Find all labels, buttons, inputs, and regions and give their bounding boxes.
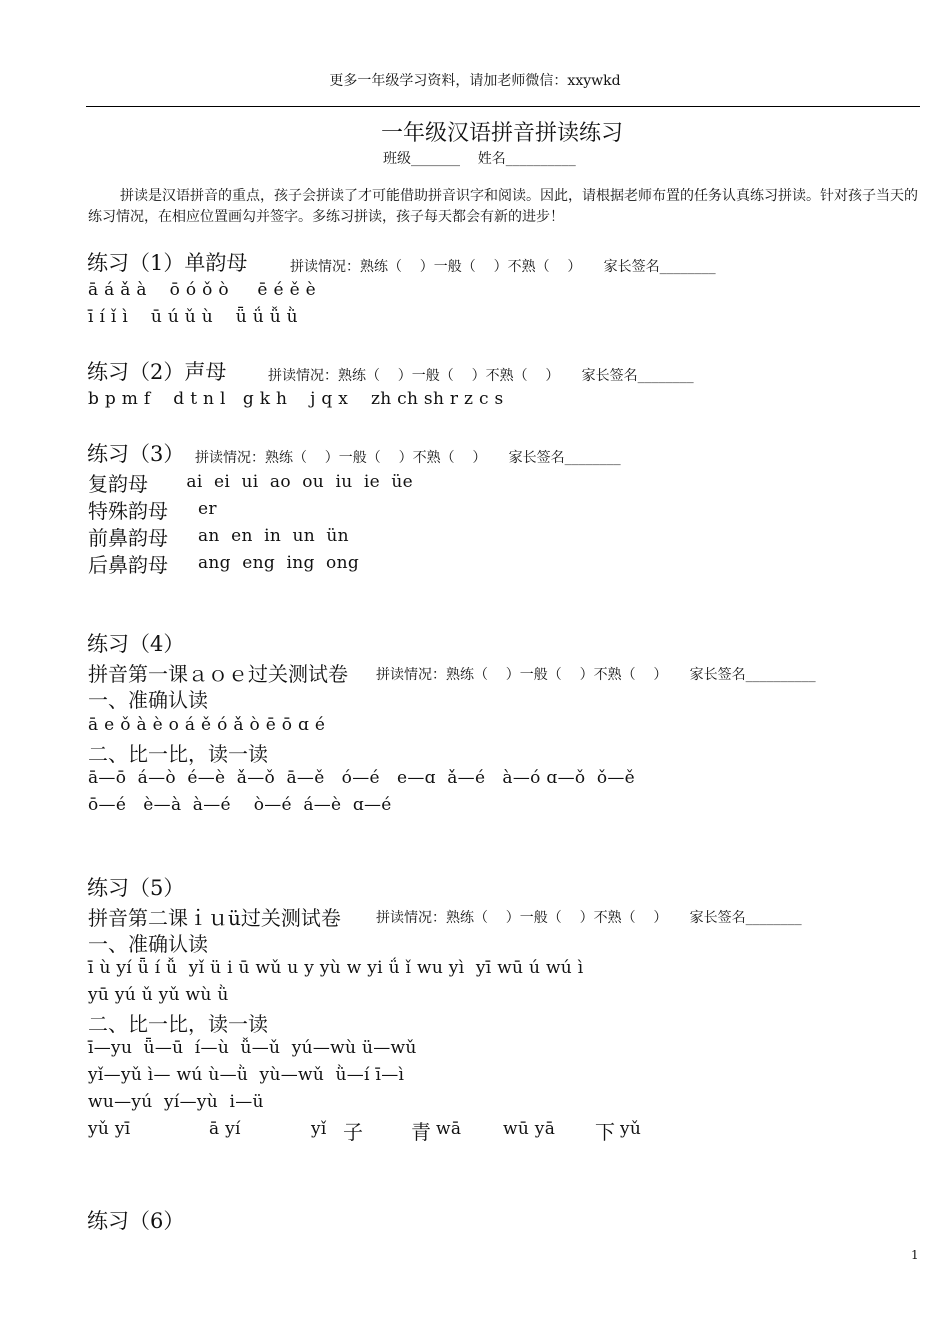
ex6-title: 练习（6） xyxy=(87,1209,185,1233)
ex4-sec1-row: ā e ǒ à è o á ě ó ǎ ò ē ō ɑ é xyxy=(88,715,326,735)
header-note: 更多一年级学习资料，请加老师微信：xxywkd xyxy=(329,73,621,89)
ex4-section-2: 二、比一比，读一读 xyxy=(88,742,268,766)
ex4-title: 练习（4） xyxy=(87,632,185,656)
ex2-row: b p m f d t n l g k h j q x zh ch sh r z c s xyxy=(88,389,504,409)
word-hanzi: 下 xyxy=(595,1120,615,1144)
ex3-row-label: 复韵母 xyxy=(88,472,148,496)
ex5-sec1-row: yū yú ǔ yǔ wù ǜ xyxy=(88,985,229,1005)
ex3-title: 练习（3） xyxy=(87,442,185,466)
page-number: 1 xyxy=(911,1248,919,1262)
ex5-sec2-row: wu—yú yí—yù i—ü xyxy=(88,1092,264,1112)
ex3-row-label: 后鼻韵母 xyxy=(88,553,168,577)
ex2-title: 练习（2）声母 xyxy=(87,360,227,384)
header-rule xyxy=(86,106,920,107)
ex3-row-label: 前鼻韵母 xyxy=(88,526,168,550)
word-pinyin: ā yí xyxy=(209,1119,241,1139)
page-title: 一年级汉语拼音拼读练习 xyxy=(380,121,623,146)
ex5-test-title: 拼音第二课ｉｕü过关测试卷 xyxy=(88,906,341,930)
ex3-row-items: er xyxy=(198,499,217,519)
ex3-row-items: ai ei ui ao ou iu ie üe xyxy=(175,472,413,492)
ex1-row-2: ī í ǐ ì ū ú ǔ ù ǖ ǘ ǚ ǜ xyxy=(88,307,298,327)
ex5-section-2: 二、比一比，读一读 xyxy=(88,1012,268,1036)
ex5-sec2-row: ī—yu ǖ—ū í—ù ǚ—ǔ yú—wù ü—wǔ xyxy=(88,1038,417,1058)
ex4-sec2-row: ō—é è—à à—é ò—é á—è ɑ—é xyxy=(88,795,392,815)
ex3-row-label: 特殊韵母 xyxy=(88,499,168,523)
ex1-status: 拼读情况：熟练（ ）一般（ ）不熟（ ） 家长签名________ xyxy=(290,259,716,275)
word-pinyin: wū yā xyxy=(503,1119,556,1139)
word-hanzi: 子 xyxy=(343,1120,363,1144)
ex4-sec2-row: ā—ō á—ò é—è ǎ—ǒ ā—ě ó—é e—ɑ ǎ—é à—ó ɑ—ǒ ǒ—ě xyxy=(88,768,636,788)
ex3-status: 拼读情况：熟练（ ）一般（ ）不熟（ ） 家长签名________ xyxy=(195,450,621,466)
ex3-row-items: an en in un ün xyxy=(198,526,349,546)
word-pinyin: yǐ xyxy=(311,1119,327,1139)
ex5-status: 拼读情况：熟练（ ）一般（ ）不熟（ ） 家长签名________ xyxy=(376,910,802,926)
ex4-test-title: 拼音第一课ａｏｅ过关测试卷 xyxy=(88,662,348,686)
ex5-title: 练习（5） xyxy=(87,876,185,900)
word-pinyin: wā xyxy=(436,1119,462,1139)
ex5-sec2-row: yǐ—yǔ ì— wú ù—ǜ yù—wǔ ǜ—í ī—ì xyxy=(88,1065,405,1085)
word-hanzi: 青 xyxy=(411,1120,431,1144)
intro-paragraph: 拼读是汉语拼音的重点，孩子会拼读了才可能借助拼音识字和阅读。因此，请根据老师布置的任务认真练习拼读。针对孩子当天的练习情况，在相应位置画勾并签字。多练习拼读，孩子每天都会有新的进步！ xyxy=(88,188,918,225)
ex5-section-1: 一、准确认读 xyxy=(88,932,208,956)
ex5-sec1-row: ī ù yí ǖ í ǚ yǐ ü i ū wǔ u y yù w yi ǘ ǐ wu yì yī wū ú wú ì xyxy=(88,958,584,978)
word-pinyin: yǔ xyxy=(620,1119,642,1139)
ex2-status: 拼读情况：熟练（ ）一般（ ）不熟（ ） 家长签名________ xyxy=(268,368,694,384)
ex4-status: 拼读情况：熟练（ ）一般（ ）不熟（ ） 家长签名__________ xyxy=(376,667,816,683)
word-pinyin: yǔ yī xyxy=(88,1119,131,1139)
ex1-title: 练习（1）单韵母 xyxy=(87,251,248,275)
class-name-line: 班级_______ 姓名__________ xyxy=(383,151,576,167)
ex3-row-items: ang eng ing ong xyxy=(198,553,360,573)
ex1-row-1: ā á ǎ à ō ó ǒ ò ē é ě è xyxy=(88,280,316,300)
ex4-section-1: 一、准确认读 xyxy=(88,688,208,712)
